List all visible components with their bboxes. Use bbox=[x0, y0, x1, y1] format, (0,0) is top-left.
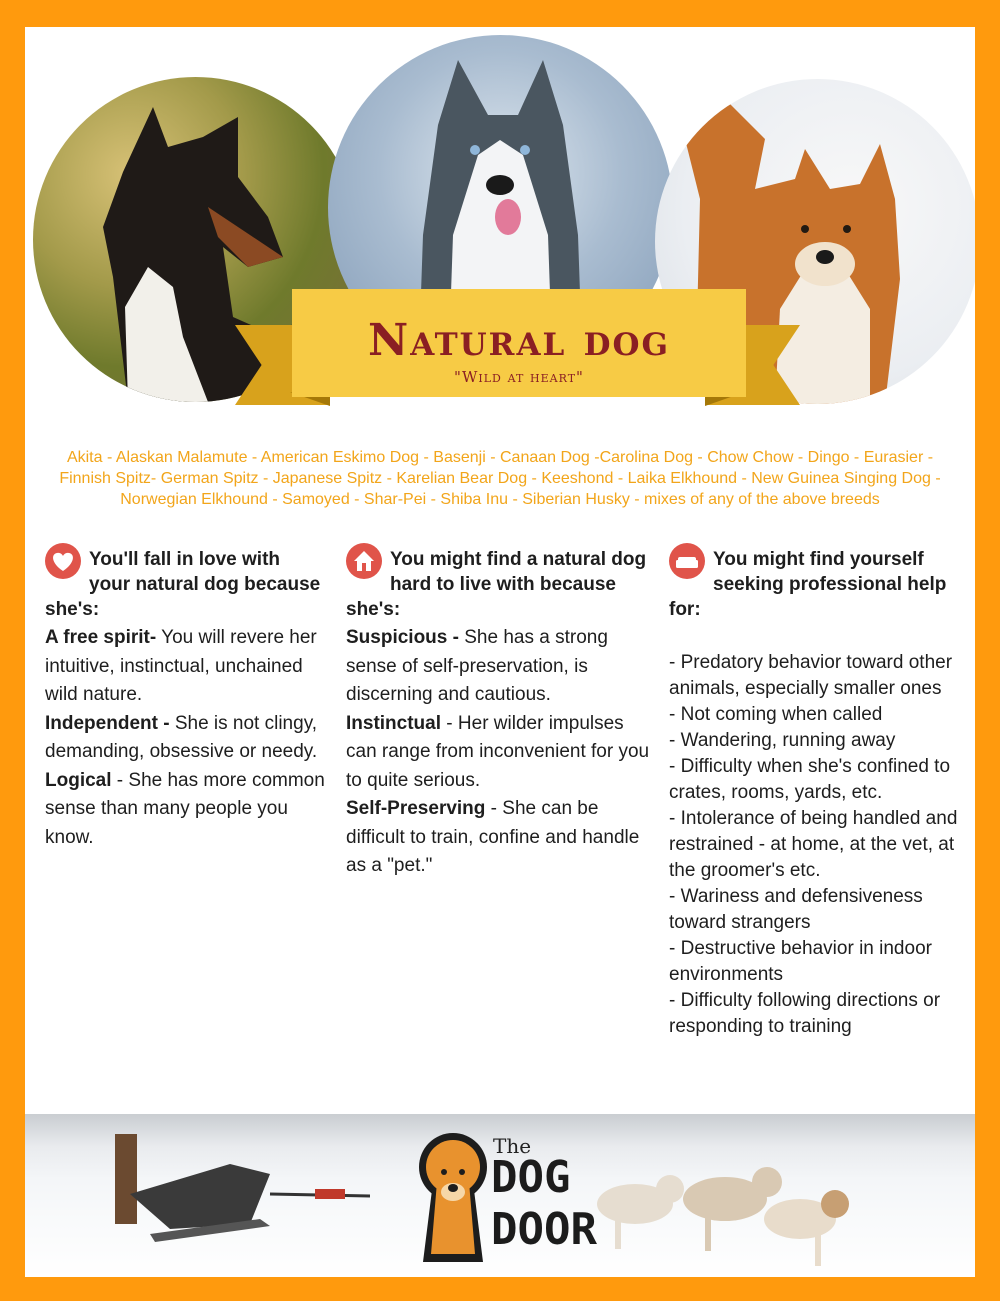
column-heading: You might find yourself seeking professional help for: bbox=[669, 547, 969, 622]
couch-icon bbox=[669, 543, 705, 579]
column-hard-to-live-with bbox=[346, 547, 651, 881]
breed-line: Finnish Spitz- German Spitz - Japanese Spitz - Karelian Bear Dog - Keeshond - Laika Elkhound - New Guinea Singing Dog - bbox=[59, 470, 941, 487]
list-item: Suspicious - She has a strong sense of self-preservation, is discerning and cautious. bbox=[346, 627, 608, 705]
title-banner bbox=[292, 289, 746, 397]
column-body bbox=[346, 624, 651, 881]
sled-dogs-illustration bbox=[585, 1144, 885, 1274]
heart-icon bbox=[45, 543, 81, 579]
column-body bbox=[45, 624, 325, 852]
the-dog-door-logo bbox=[415, 1122, 597, 1272]
list-item: - Destructive behavior in indoor environments bbox=[669, 938, 932, 985]
list-item: A free spirit- You will revere her intuitive, instinctual, unchained wild nature. bbox=[45, 627, 317, 705]
column-heading: You'll fall in love with your natural dog because she's: bbox=[45, 547, 325, 622]
page-subtitle: "Wild at heart" bbox=[454, 368, 584, 386]
breed-list bbox=[25, 447, 975, 510]
list-item: - Wandering, running away bbox=[669, 730, 896, 751]
list-item: Instinctual - Her wilder impulses can range from inconvenient for you to quite serious. bbox=[346, 712, 650, 791]
list-item: Self-Preserving - She can be difficult to train, confine and handle as a "pet." bbox=[346, 798, 640, 876]
sled-dog-footer-photo bbox=[25, 1114, 975, 1277]
list-item: - Difficulty following directions or responding to training bbox=[669, 990, 941, 1037]
logo-door: DOOR bbox=[491, 1204, 597, 1255]
list-item: - Not coming when called bbox=[669, 704, 883, 725]
breed-line: Norwegian Elkhound - Samoyed - Shar-Pei - Shiba Inu - Siberian Husky - mixes of any of the above breeds bbox=[120, 491, 880, 508]
list-item: - Intolerance of being handled and restrained - at home, at the vet, at the groomer's etc. bbox=[669, 808, 958, 881]
list-item: Independent - She is not clingy, demanding, obsessive or needy. bbox=[45, 712, 318, 762]
page-title: Natural dog bbox=[368, 315, 670, 366]
column-love bbox=[45, 547, 325, 852]
flyer bbox=[25, 27, 975, 1277]
list-item: - Difficulty when she's confined to crates, rooms, yards, etc. bbox=[669, 756, 951, 803]
dog-sled-illustration bbox=[110, 1134, 370, 1254]
breed-line: Akita - Alaskan Malamute - American Eskimo Dog - Basenji - Canaan Dog -Carolina Dog - Chow Chow - Dingo - Eurasier - bbox=[66, 449, 934, 466]
list-item: - Predatory behavior toward other animals, especially smaller ones bbox=[669, 652, 953, 699]
house-icon bbox=[346, 543, 382, 579]
list-item: - Wariness and defensiveness toward strangers bbox=[669, 886, 923, 933]
logo-the: The bbox=[493, 1134, 532, 1158]
column-body bbox=[669, 650, 969, 1040]
column-heading: You might find a natural dog hard to live with because she's: bbox=[346, 547, 651, 622]
column-professional-help bbox=[669, 547, 969, 1040]
keyhole-dog-icon bbox=[415, 1122, 495, 1272]
logo-dog: DOG bbox=[491, 1152, 571, 1203]
list-item: Logical - She has more common sense than many people you know. bbox=[45, 769, 325, 848]
